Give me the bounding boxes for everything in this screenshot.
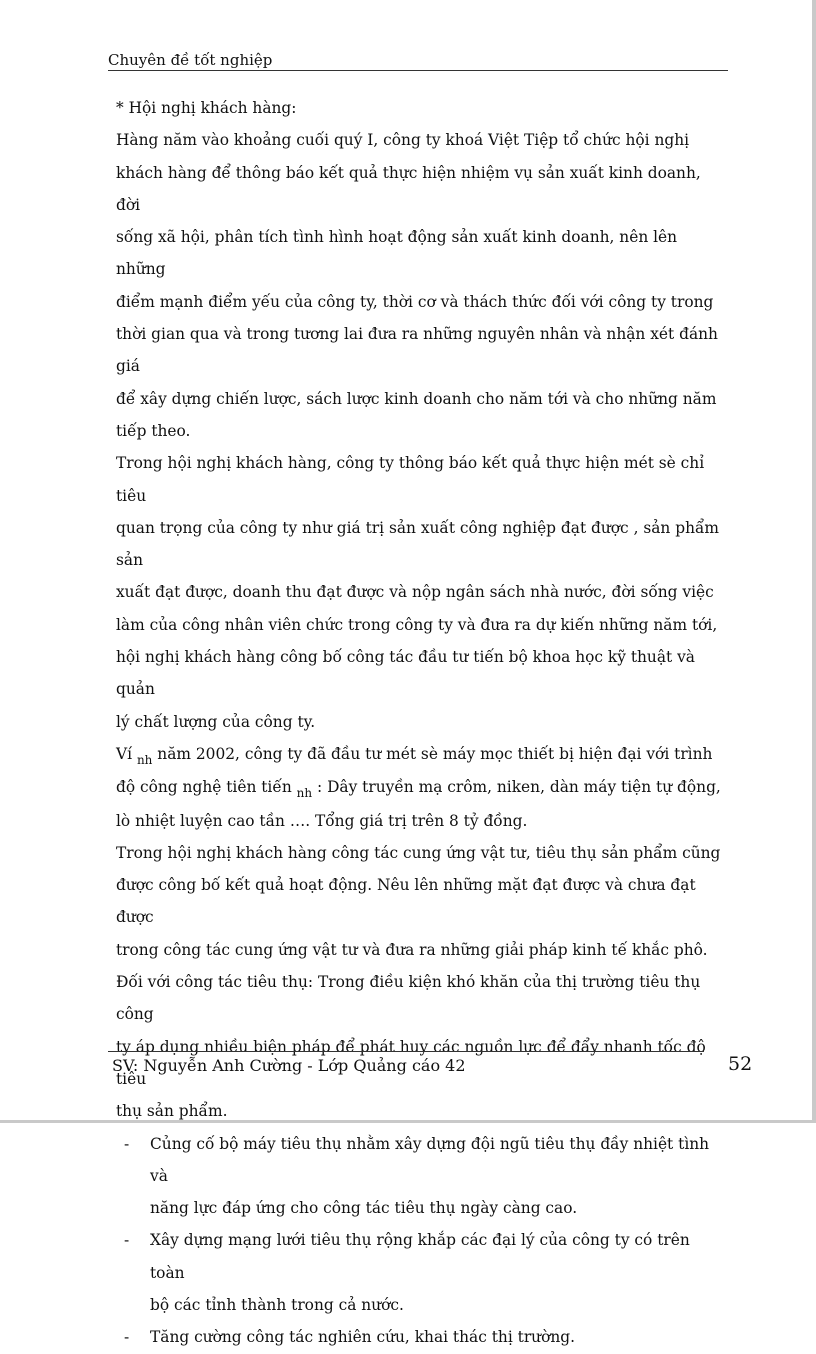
text-line: bộ các tỉnh thành trong cả nước.	[150, 1295, 404, 1314]
text-line: được công bố kết quả hoạt động. Nêu lên những mặt đạt được và chưa đạt được	[116, 876, 696, 927]
list-item	[116, 1321, 728, 1353]
text-line: khách hàng để thông báo kết quả thực hiện nhiệm vụ sản xuất kinh doanh, đời	[116, 163, 701, 214]
text-fragment: : Dây truyền mạ crôm, niken, dàn máy tiện tự động,	[312, 778, 721, 797]
text-line: thụ sản phẩm.	[116, 1102, 228, 1121]
page-header	[108, 51, 728, 71]
bullet-list	[116, 1128, 728, 1354]
text-line: Đối với công tác tiêu thụ: Trong điều kiện khó khăn của thị trường tiêu thụ công	[116, 973, 701, 1024]
text-line: điểm mạnh điểm yếu của công ty, thời cơ và thách thức đối với công ty trong	[116, 292, 714, 311]
text-fragment: độ công nghệ tiên tiến	[116, 778, 297, 797]
page-number: 52	[728, 1053, 753, 1075]
text-line: Trong hội nghị khách hàng, công ty thông báo kết quả thực hiện mét sè chỉ tiêu	[116, 454, 705, 505]
text-line: sống xã hội, phân tích tình hình hoạt động sản xuất kinh doanh, nên lên những	[116, 228, 678, 279]
paragraph-5	[116, 966, 728, 1127]
text-line: Xây dựng mạng lưới tiêu thụ rộng khắp các đại lý của công ty có trên toàn	[150, 1231, 690, 1282]
text-fragment: năm 2002, công ty đã đầu tư mét sè máy mọc thiết bị hiện đại với trình	[152, 744, 713, 763]
text-line: Củng cố bộ máy tiêu thụ nhằm xây dựng đội ngũ tiêu thụ đầy nhiệt tình và	[150, 1134, 710, 1185]
list-item	[116, 1128, 728, 1225]
text-line: tiếp theo.	[116, 421, 191, 440]
footer-divider	[108, 1051, 704, 1052]
footer-author: SV: Nguyễn Anh Cường - Lớp Quảng cáo 42	[112, 1056, 466, 1075]
list-item	[116, 1224, 728, 1321]
text-fragment: Ví	[116, 744, 137, 763]
page-body	[116, 92, 728, 1354]
text-line: Hàng năm vào khoảng cuối quý I, công ty khoá Việt Tiệp tổ chức hội nghị	[116, 131, 690, 150]
text-line: năng lực đáp ứng cho công tác tiêu thụ ngày càng cao.	[150, 1199, 578, 1218]
text-line: làm của công nhân viên chức trong công ty và đưa ra dự kiến những năm tới,	[116, 615, 718, 634]
text-line: hội nghị khách hàng công bố công tác đầu tư tiến bộ khoa học kỹ thuật và quản	[116, 648, 695, 699]
text-line: xuất đạt được, doanh thu đạt được và nộp ngân sách nhà nước, đời sống việc	[116, 583, 714, 602]
text-line: để xây dựng chiến lược, sách lược kinh doanh cho năm tới và cho những năm	[116, 389, 717, 408]
text-line: quan trọng của công ty như giá trị sản xuất công nghiệp đạt được , sản phẩm sản	[116, 518, 720, 570]
dash-bullet: -	[124, 1134, 130, 1153]
header-title: Chuyên đề tốt nghiệp	[108, 51, 273, 69]
paragraph-4	[116, 837, 728, 966]
text-line: thời gian qua và trong tương lai đưa ra những nguyên nhân và nhận xét đánh giá	[116, 325, 718, 376]
dash-bullet: -	[124, 1328, 130, 1347]
text-line: Tăng cường công tác nghiên cứu, khai thác thị trường.	[150, 1328, 576, 1347]
subscript-fragment: nh	[136, 752, 153, 767]
paragraph-1	[116, 124, 728, 447]
text-line: lý chất lượng của công ty.	[116, 712, 316, 731]
paragraph-2	[116, 447, 728, 738]
text-line: trong công tác cung ứng vật tư và đưa ra những giải pháp kinh tế khắc phô.	[116, 940, 708, 959]
text-line: ty áp dụng nhiều biện pháp để phát huy các nguồn lực để đẩy nhanh tốc độ tiêu	[116, 1037, 706, 1088]
subscript-fragment: nh	[296, 786, 313, 801]
section-heading: * Hội nghị khách hàng:	[116, 99, 297, 117]
text-line: Trong hội nghị khách hàng công tác cung ứng vật tư, tiêu thụ sản phẩm cũng	[116, 843, 721, 862]
text-line: lò nhiệt luyện cao tần …. Tổng giá trị trên 8 tỷ đồng.	[116, 811, 528, 830]
paragraph-3	[116, 738, 728, 837]
dash-bullet: -	[124, 1231, 130, 1250]
